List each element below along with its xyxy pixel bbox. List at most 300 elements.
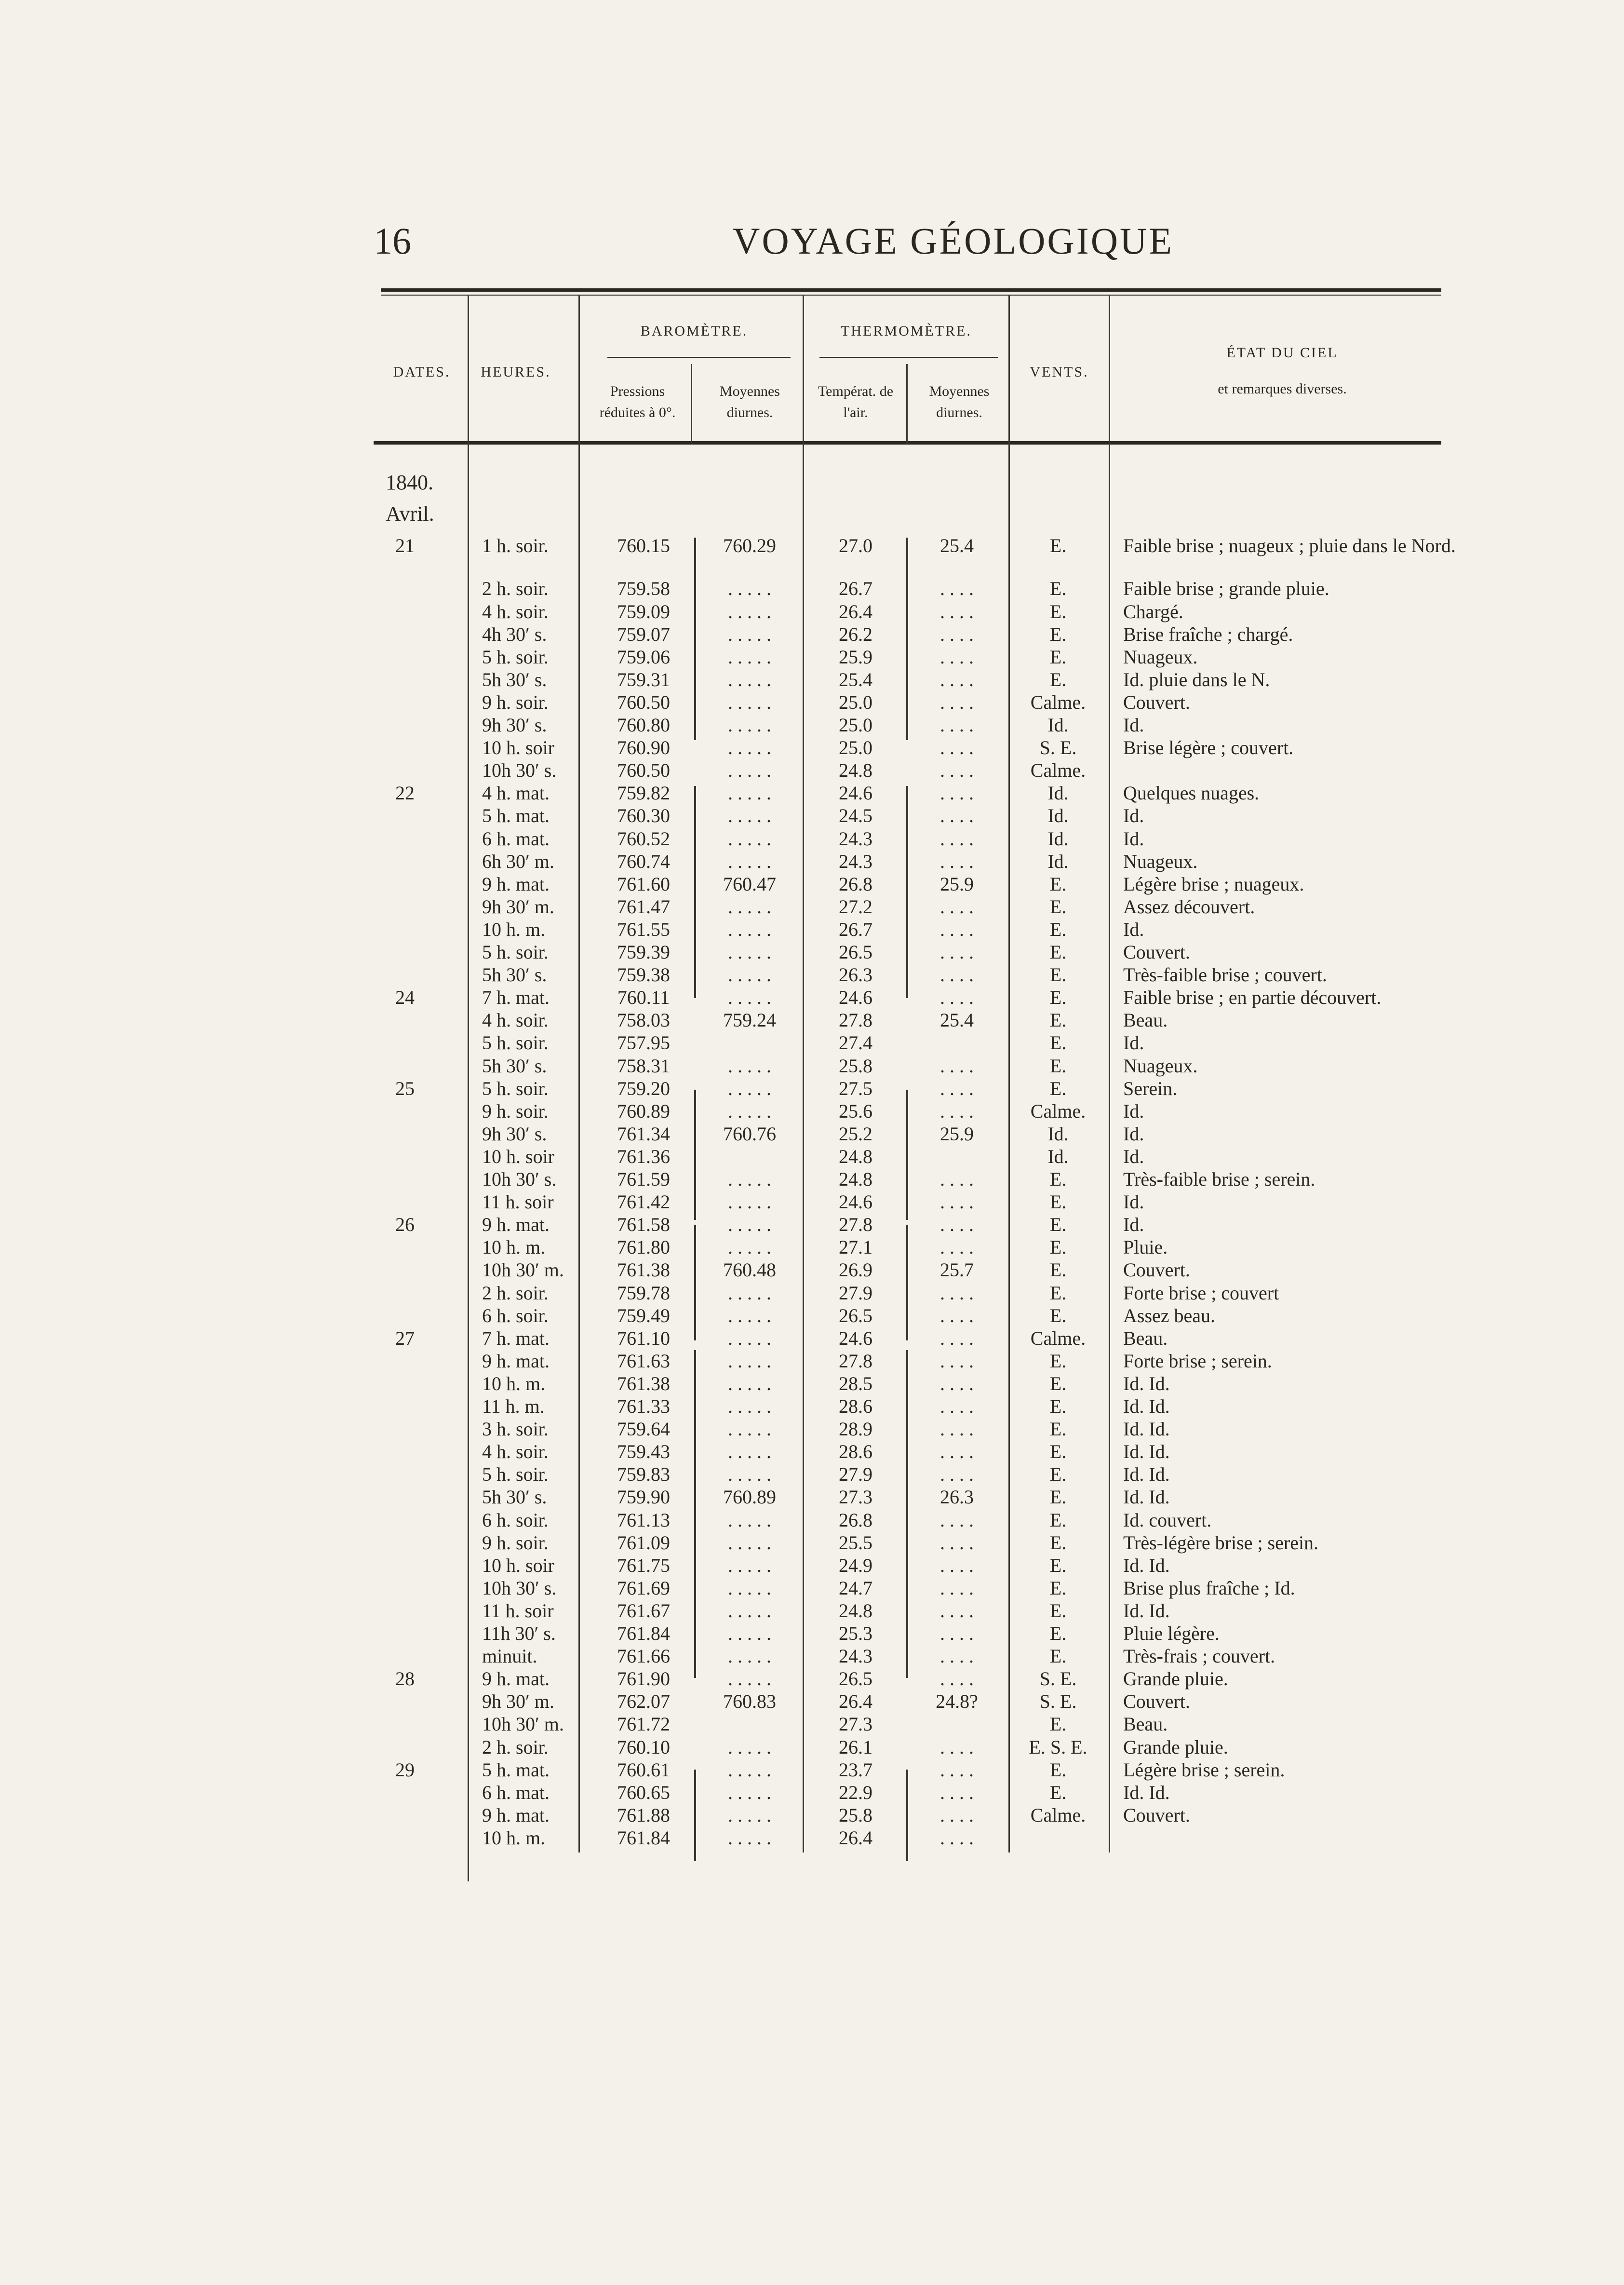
temperature-cell: 24.6 xyxy=(839,987,872,1009)
hour-cell: 10h 30′ s. xyxy=(482,1168,557,1190)
thermo-mean-cell: . . . . xyxy=(940,623,974,645)
pressure-cell: 760.90 xyxy=(617,737,670,759)
baro-mean-cell: . . . . . xyxy=(728,600,771,622)
sky-state-cell: Id. xyxy=(1123,827,1144,850)
sky-state-cell: Nuageux. xyxy=(1123,1055,1198,1077)
baro-mean-cell: . . . . . xyxy=(728,1781,771,1803)
baro-mean-cell: 760.83 xyxy=(723,1690,776,1713)
wind-cell: E. xyxy=(1049,1032,1067,1054)
thermo-mean-cell: . . . . xyxy=(940,1214,974,1236)
baro-mean-cell: 760.48 xyxy=(723,1259,776,1281)
temperature-cell: 28.6 xyxy=(839,1441,872,1463)
thermo-mean-cell: . . . . xyxy=(940,578,974,600)
thermo-mean-cell: . . . . xyxy=(940,1236,974,1258)
wind-cell: E. xyxy=(1049,873,1067,895)
hour-cell: 2 h. soir. xyxy=(482,1736,549,1758)
wind-cell: E. xyxy=(1049,646,1067,668)
temperature-cell: 27.2 xyxy=(839,895,872,918)
baro-mean-cell: . . . . . xyxy=(728,895,771,918)
header-dates: DATES. xyxy=(393,364,451,380)
header-pressions: Pressions réduites à 0°. xyxy=(599,383,676,420)
wind-cell: Id. xyxy=(1047,714,1069,736)
wind-cell: E. xyxy=(1049,1531,1067,1554)
sky-state-cell: Id. Id. xyxy=(1123,1463,1170,1486)
hour-cell: 6 h. soir. xyxy=(482,1304,549,1326)
temperature-cell: 24.6 xyxy=(839,782,872,804)
pressure-cell: 761.09 xyxy=(617,1531,670,1554)
sky-state-cell: Faible brise ; nuageux ; pluie dans le Nord. xyxy=(1123,535,1456,556)
month-label: Avril. xyxy=(386,502,434,526)
thermo-mean-cell: . . . . xyxy=(940,1055,974,1077)
pressure-cell: 761.59 xyxy=(617,1168,670,1190)
sky-state-cell: Quelques nuages. xyxy=(1123,782,1260,804)
temperature-cell: 26.3 xyxy=(839,964,872,986)
thermo-mean-cell: . . . . xyxy=(940,646,974,668)
sky-state-cell: Id. Id. xyxy=(1123,1599,1170,1622)
date-cell: 21 xyxy=(395,535,415,556)
thermo-mean-cell: . . . . xyxy=(940,1100,974,1122)
thermo-mean-cell: . . . . xyxy=(940,941,974,963)
hour-cell: 2 h. soir. xyxy=(482,578,549,600)
thermo-mean-cell: . . . . xyxy=(940,1327,974,1349)
baro-mean-cell: . . . . . xyxy=(728,1668,771,1690)
temperature-cell: 26.8 xyxy=(839,873,872,895)
sky-state-cell: Id. pluie dans le N. xyxy=(1123,668,1270,690)
pressure-cell: 761.10 xyxy=(617,1327,670,1349)
date-cell: 26 xyxy=(395,1214,415,1236)
brace-baro-22 xyxy=(694,786,696,998)
temperature-cell: 27.3 xyxy=(839,1486,872,1508)
temperature-cell: 24.3 xyxy=(839,850,872,872)
sky-state-cell: Id. Id. xyxy=(1123,1395,1170,1418)
header-temperat: Températ. de l'air. xyxy=(818,383,894,420)
sky-state-cell: Id. Id. xyxy=(1123,1554,1170,1576)
hour-cell: 4 h. soir. xyxy=(482,1441,549,1463)
pressure-cell: 759.31 xyxy=(617,668,670,690)
wind-cell: E. xyxy=(1049,1350,1067,1372)
barometre-brace xyxy=(607,357,791,358)
temperature-cell: 25.3 xyxy=(839,1622,872,1645)
pressure-cell: 761.67 xyxy=(617,1599,670,1622)
date-cell: 29 xyxy=(395,1758,415,1781)
wind-cell: E. xyxy=(1049,1418,1067,1440)
baro-mean-cell: 760.29 xyxy=(723,535,776,556)
thermo-mean-cell: . . . . xyxy=(940,1395,974,1418)
wind-cell: E. xyxy=(1049,964,1067,986)
pressure-cell: 759.07 xyxy=(617,623,670,645)
pressure-cell: 761.47 xyxy=(617,895,670,918)
baro-mean-cell: . . . . . xyxy=(728,1418,771,1440)
pressure-cell: 760.65 xyxy=(617,1781,670,1803)
wind-cell: S. E. xyxy=(1039,1668,1077,1690)
wind-cell: Calme. xyxy=(1030,1100,1086,1122)
hour-cell: 7 h. mat. xyxy=(482,987,550,1009)
sky-state-cell: Id. xyxy=(1123,714,1144,736)
header-moyennes-baro: Moyennes diurnes. xyxy=(720,383,780,420)
sky-state-cell: Pluie. xyxy=(1123,1236,1168,1258)
temperature-cell: 27.8 xyxy=(839,1214,872,1236)
thermo-mean-cell: . . . . xyxy=(940,1282,974,1304)
hour-cell: 5h 30′ s. xyxy=(482,964,547,986)
pressure-cell: 759.49 xyxy=(617,1304,670,1326)
hour-cell: 10 h. m. xyxy=(482,1826,546,1849)
baro-mean-cell: . . . . . xyxy=(728,1622,771,1645)
wind-cell: E. xyxy=(1049,1372,1067,1394)
baro-mean-cell: . . . . . xyxy=(728,646,771,668)
thermo-mean-cell: . . . . xyxy=(940,1463,974,1486)
temperature-cell: 26.5 xyxy=(839,1668,872,1690)
hour-cell: 9 h. soir. xyxy=(482,1531,549,1554)
temperature-cell: 26.1 xyxy=(839,1736,872,1758)
date-cell: 28 xyxy=(395,1668,415,1690)
baro-mean-cell: . . . . . xyxy=(728,1395,771,1418)
pressure-cell: 760.15 xyxy=(617,535,670,556)
hour-cell: 11 h. soir xyxy=(482,1191,554,1213)
temperature-cell: 24.9 xyxy=(839,1554,872,1576)
pressure-cell: 760.61 xyxy=(617,1758,670,1781)
baro-mean-cell: . . . . . xyxy=(728,759,771,782)
thermo-mean-cell: . . . . xyxy=(940,1350,974,1372)
pressure-cell: 761.36 xyxy=(617,1145,670,1167)
sky-state-cell: Grande pluie. xyxy=(1123,1736,1228,1758)
wind-cell: E. xyxy=(1049,600,1067,622)
header-etat-sub: et remarques diverses. xyxy=(1218,381,1347,397)
pressure-cell: 761.88 xyxy=(617,1804,670,1826)
wind-cell: E. xyxy=(1049,895,1067,918)
thermo-mean-cell: . . . . xyxy=(940,1077,974,1099)
thermo-mean-cell: . . . . xyxy=(940,1191,974,1213)
temperature-cell: 27.1 xyxy=(839,1236,872,1258)
wind-cell: S. E. xyxy=(1039,1690,1077,1713)
pressure-cell: 761.69 xyxy=(617,1577,670,1599)
hour-cell: 6h 30′ m. xyxy=(482,850,554,872)
top-rule-thick xyxy=(381,288,1441,292)
temperature-cell: 25.4 xyxy=(839,668,872,690)
brace-baro-27 xyxy=(694,1350,696,1678)
brace-thermo-22 xyxy=(906,786,908,998)
temperature-cell: 24.6 xyxy=(839,1191,872,1213)
pressure-cell: 761.90 xyxy=(617,1668,670,1690)
pressure-cell: 757.95 xyxy=(617,1032,670,1054)
thermo-mean-cell: . . . . xyxy=(940,1554,974,1576)
baro-mean-cell: . . . . . xyxy=(728,1441,771,1463)
hour-cell: 9 h. mat. xyxy=(482,1804,550,1826)
pressure-cell: 759.90 xyxy=(617,1486,670,1508)
baro-mean-cell: . . . . . xyxy=(728,714,771,736)
temperature-cell: 24.8 xyxy=(839,1599,872,1622)
header-thermometre: THERMOMÈTRE. xyxy=(841,323,972,339)
temperature-cell: 28.5 xyxy=(839,1372,872,1394)
wind-cell: Calme. xyxy=(1030,691,1086,713)
temperature-cell: 27.9 xyxy=(839,1463,872,1486)
top-rule-thin xyxy=(381,295,1441,296)
wind-cell: Calme. xyxy=(1030,1804,1086,1826)
sky-state-cell: Pluie légère. xyxy=(1123,1622,1220,1645)
sky-state-cell: Très-faible brise ; serein. xyxy=(1123,1168,1315,1190)
sky-state-cell: Id. Id. xyxy=(1123,1781,1170,1803)
wind-cell: E. xyxy=(1049,987,1067,1009)
sky-state-cell: Très-légère brise ; serein. xyxy=(1123,1531,1319,1554)
pressure-cell: 760.52 xyxy=(617,827,670,850)
thermo-mean-cell: . . . . xyxy=(940,1304,974,1326)
baro-mean-cell: . . . . . xyxy=(728,1214,771,1236)
col-line-1 xyxy=(468,295,469,1881)
thermo-mean-cell: . . . . xyxy=(940,805,974,827)
hour-cell: 4 h. soir. xyxy=(482,1009,549,1031)
wind-cell: E. xyxy=(1049,1713,1067,1735)
thermometre-brace xyxy=(819,357,998,358)
thermo-mean-cell: . . . . xyxy=(940,964,974,986)
brace-thermo-25 xyxy=(906,1090,908,1220)
pressure-cell: 761.34 xyxy=(617,1122,670,1145)
hour-cell: 10 h. m. xyxy=(482,1236,546,1258)
col-line-4 xyxy=(803,295,804,1852)
hour-cell: 5h 30′ s. xyxy=(482,668,547,690)
wind-cell: E. xyxy=(1049,1645,1067,1667)
wind-cell: Id. xyxy=(1047,1122,1069,1145)
wind-cell: E. xyxy=(1049,1168,1067,1190)
temperature-cell: 28.9 xyxy=(839,1418,872,1440)
hour-cell: 10 h. soir xyxy=(482,1554,554,1576)
temperature-cell: 25.0 xyxy=(839,691,872,713)
pressure-cell: 759.39 xyxy=(617,941,670,963)
thermo-mean-cell: . . . . xyxy=(940,1668,974,1690)
year-label: 1840. xyxy=(386,471,433,494)
brace-thermo-27 xyxy=(906,1350,908,1678)
baro-mean-cell: 760.47 xyxy=(723,873,776,895)
temperature-cell: 25.0 xyxy=(839,714,872,736)
baro-mean-cell: . . . . . xyxy=(728,827,771,850)
wind-cell: Id. xyxy=(1047,850,1069,872)
wind-cell: Id. xyxy=(1047,1145,1069,1167)
baro-mean-cell: . . . . . xyxy=(728,1758,771,1781)
hour-cell: 4h 30′ s. xyxy=(482,623,547,645)
sky-state-cell: Id. xyxy=(1123,918,1144,940)
pressure-cell: 760.89 xyxy=(617,1100,670,1122)
temperature-cell: 27.3 xyxy=(839,1713,872,1735)
sky-state-cell: Id. Id. xyxy=(1123,1486,1170,1508)
hour-cell: 11h 30′ s. xyxy=(482,1622,556,1645)
sky-state-cell: Brise fraîche ; chargé. xyxy=(1123,623,1293,645)
pressure-cell: 761.75 xyxy=(617,1554,670,1576)
baro-mean-cell: . . . . . xyxy=(728,1191,771,1213)
hour-cell: 5 h. soir. xyxy=(482,1032,549,1054)
wind-cell: E. xyxy=(1049,1395,1067,1418)
wind-cell: E. xyxy=(1049,1554,1067,1576)
thermo-mean-cell: . . . . xyxy=(940,1758,974,1781)
hour-cell: 10 h. soir xyxy=(482,737,554,759)
header-etat-title: ÉTAT DU CIEL xyxy=(1226,345,1338,361)
sky-state-cell: Beau. xyxy=(1123,1009,1168,1031)
pressure-cell: 759.20 xyxy=(617,1077,670,1099)
pressure-cell: 759.82 xyxy=(617,782,670,804)
baro-mean-cell: . . . . . xyxy=(728,1509,771,1531)
thermo-mean-cell: . . . . xyxy=(940,1736,974,1758)
baro-mean-cell: . . . . . xyxy=(728,1826,771,1849)
temperature-cell: 25.8 xyxy=(839,1804,872,1826)
thermo-mean-cell: 24.8? xyxy=(936,1690,978,1713)
baro-mean-cell: . . . . . xyxy=(728,1463,771,1486)
sky-state-cell: Id. Id. xyxy=(1123,1418,1170,1440)
wind-cell: Id. xyxy=(1047,805,1069,827)
baro-mean-cell: . . . . . xyxy=(728,1327,771,1349)
hour-cell: 9 h. soir. xyxy=(482,1100,549,1122)
hour-cell: 5 h. mat. xyxy=(482,1758,550,1781)
pressure-cell: 759.58 xyxy=(617,578,670,600)
hour-cell: 10 h. m. xyxy=(482,918,546,940)
baro-mean-cell: . . . . . xyxy=(728,691,771,713)
sky-state-cell: Id. Id. xyxy=(1123,1441,1170,1463)
brace-thermo-21 xyxy=(906,538,908,740)
temperature-cell: 25.8 xyxy=(839,1055,872,1077)
sky-state-cell: Couvert. xyxy=(1123,1259,1190,1281)
hour-cell: 5 h. soir. xyxy=(482,1077,549,1099)
wind-cell: E. S. E. xyxy=(1029,1736,1087,1758)
baro-mean-cell: . . . . . xyxy=(728,1055,771,1077)
sky-state-cell: Id. xyxy=(1123,1145,1144,1167)
baro-mean-cell: . . . . . xyxy=(728,805,771,827)
header-moyennes-thermo: Moyennes diurnes. xyxy=(929,383,990,420)
baro-mean-cell: . . . . . xyxy=(728,987,771,1009)
sky-state-cell: Id. xyxy=(1123,805,1144,827)
hour-cell: 9 h. mat. xyxy=(482,1214,550,1236)
brace-baro-21 xyxy=(694,538,696,740)
pressure-cell: 761.84 xyxy=(617,1826,670,1849)
temperature-cell: 27.9 xyxy=(839,1282,872,1304)
pressure-cell: 760.80 xyxy=(617,714,670,736)
baro-mean-cell: 760.76 xyxy=(723,1122,776,1145)
pressure-cell: 761.55 xyxy=(617,918,670,940)
thermo-mean-cell: . . . . xyxy=(940,668,974,690)
temperature-cell: 26.4 xyxy=(839,600,872,622)
wind-cell: E. xyxy=(1049,1509,1067,1531)
baro-mean-cell: . . . . . xyxy=(728,1372,771,1394)
thermo-mean-cell: . . . . xyxy=(940,1418,974,1440)
hour-cell: 5 h. soir. xyxy=(482,1463,549,1486)
baro-mean-cell: . . . . . xyxy=(728,1350,771,1372)
hour-cell: 7 h. mat. xyxy=(482,1327,550,1349)
hour-cell: 5h 30′ s. xyxy=(482,1055,547,1077)
hour-cell: 9 h. mat. xyxy=(482,1668,550,1690)
thermo-mean-cell: . . . . xyxy=(940,600,974,622)
pressure-cell: 761.84 xyxy=(617,1622,670,1645)
baro-mean-cell: . . . . . xyxy=(728,668,771,690)
baro-mean-cell: . . . . . xyxy=(728,1599,771,1622)
pressure-cell: 760.30 xyxy=(617,805,670,827)
hour-cell: 6 h. mat. xyxy=(482,827,550,850)
wind-cell: E. xyxy=(1049,668,1067,690)
baro-mean-cell: . . . . . xyxy=(728,1236,771,1258)
sky-state-cell: Id. Id. xyxy=(1123,1372,1170,1394)
temperature-cell: 23.7 xyxy=(839,1758,872,1781)
col-line-5 xyxy=(906,364,908,444)
sky-state-cell: Id. xyxy=(1123,1214,1144,1236)
wind-cell: Id. xyxy=(1047,782,1069,804)
pressure-cell: 761.63 xyxy=(617,1350,670,1372)
sky-state-cell: Forte brise ; couvert xyxy=(1123,1282,1279,1304)
thermo-mean-cell: . . . . xyxy=(940,1599,974,1622)
temperature-cell: 26.5 xyxy=(839,941,872,963)
wind-cell: E. xyxy=(1049,1758,1067,1781)
baro-mean-cell: . . . . . xyxy=(728,964,771,986)
sky-state-cell: Couvert. xyxy=(1123,941,1190,963)
thermo-mean-cell: . . . . xyxy=(940,1826,974,1849)
wind-cell: E. xyxy=(1049,1599,1067,1622)
sky-state-cell: Couvert. xyxy=(1123,1804,1190,1826)
wind-cell: E. xyxy=(1049,1622,1067,1645)
hour-cell: 10 h. m. xyxy=(482,1372,546,1394)
hour-cell: 5 h. mat. xyxy=(482,805,550,827)
wind-cell: E. xyxy=(1049,1077,1067,1099)
pressure-cell: 761.33 xyxy=(617,1395,670,1418)
header-vents: VENTS. xyxy=(1030,364,1089,380)
pressure-cell: 761.38 xyxy=(617,1259,670,1281)
thermo-mean-cell: . . . . xyxy=(940,918,974,940)
pressure-cell: 758.03 xyxy=(617,1009,670,1031)
wind-cell: E. xyxy=(1049,1781,1067,1803)
wind-cell: E. xyxy=(1049,623,1067,645)
pressure-cell: 760.10 xyxy=(617,1736,670,1758)
hour-cell: 9h 30′ s. xyxy=(482,714,547,736)
baro-mean-cell: . . . . . xyxy=(728,1577,771,1599)
baro-mean-cell: . . . . . xyxy=(728,737,771,759)
baro-mean-cell: . . . . . xyxy=(728,918,771,940)
baro-mean-cell: . . . . . xyxy=(728,1554,771,1576)
baro-mean-cell: . . . . . xyxy=(728,623,771,645)
hour-cell: 10 h. soir xyxy=(482,1145,554,1167)
sky-state-cell: Très-faible brise ; couvert. xyxy=(1123,964,1327,986)
hour-cell: 11 h. m. xyxy=(482,1395,545,1418)
temperature-cell: 26.8 xyxy=(839,1509,872,1531)
temperature-cell: 24.8 xyxy=(839,759,872,782)
pressure-cell: 759.06 xyxy=(617,646,670,668)
sky-state-cell: Couvert. xyxy=(1123,1690,1190,1713)
baro-mean-cell: . . . . . xyxy=(728,1282,771,1304)
baro-mean-cell: . . . . . xyxy=(728,1804,771,1826)
hour-cell: 9h 30′ m. xyxy=(482,1690,554,1713)
baro-mean-cell: . . . . . xyxy=(728,1304,771,1326)
pressure-cell: 759.83 xyxy=(617,1463,670,1486)
sky-state-cell: Brise plus fraîche ; Id. xyxy=(1123,1577,1295,1599)
hour-cell: 9h 30′ m. xyxy=(482,895,554,918)
wind-cell: E. xyxy=(1049,1236,1067,1258)
thermo-mean-cell: . . . . xyxy=(940,850,974,872)
wind-cell: E. xyxy=(1049,1259,1067,1281)
sky-state-cell: Chargé. xyxy=(1123,600,1183,622)
thermo-mean-cell: . . . . xyxy=(940,691,974,713)
pressure-cell: 759.43 xyxy=(617,1441,670,1463)
temperature-cell: 26.4 xyxy=(839,1826,872,1849)
pressure-cell: 760.50 xyxy=(617,759,670,782)
thermo-mean-cell: 26.3 xyxy=(940,1486,974,1508)
temperature-cell: 27.5 xyxy=(839,1077,872,1099)
brace-thermo-29 xyxy=(906,1770,908,1861)
wind-cell: E. xyxy=(1049,1282,1067,1304)
temperature-cell: 25.0 xyxy=(839,737,872,759)
temperature-cell: 27.4 xyxy=(839,1032,872,1054)
sky-state-cell: Brise légère ; couvert. xyxy=(1123,737,1294,759)
pressure-cell: 759.64 xyxy=(617,1418,670,1440)
baro-mean-cell: . . . . . xyxy=(728,941,771,963)
temperature-cell: 24.6 xyxy=(839,1327,872,1349)
brace-baro-29 xyxy=(694,1770,696,1861)
temperature-cell: 26.7 xyxy=(839,578,872,600)
temperature-cell: 24.8 xyxy=(839,1145,872,1167)
hour-cell: 4 h. soir. xyxy=(482,600,549,622)
temperature-cell: 24.7 xyxy=(839,1577,872,1599)
thermo-mean-cell: . . . . xyxy=(940,1372,974,1394)
hour-cell: 10h 30′ m. xyxy=(482,1713,564,1735)
